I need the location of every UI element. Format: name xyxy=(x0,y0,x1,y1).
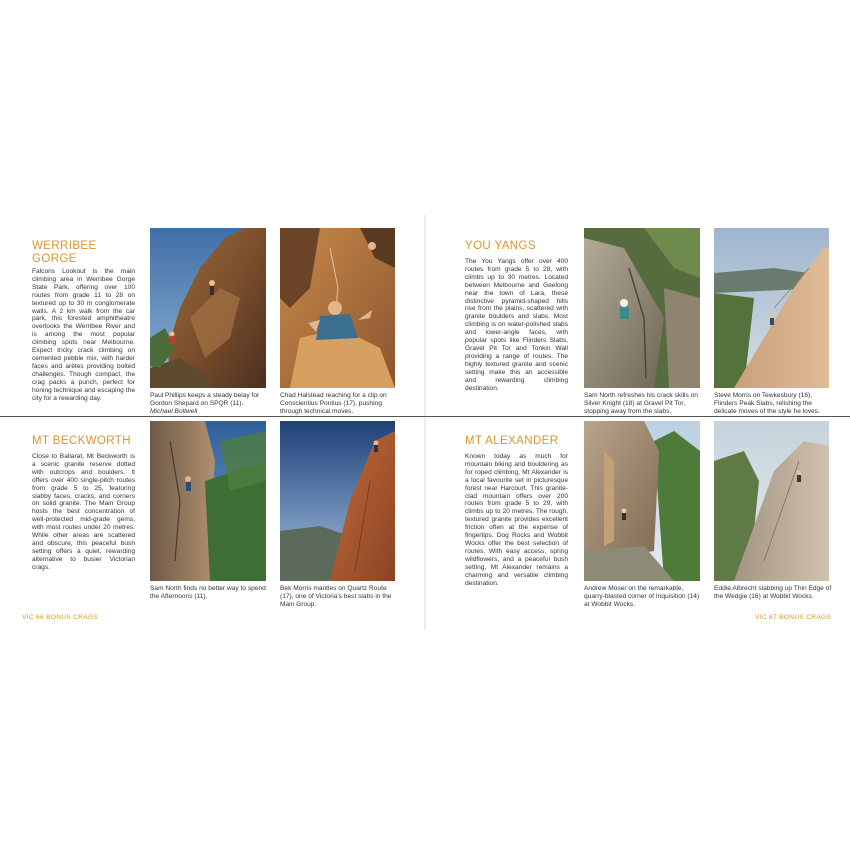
alexander-body: Known today as much for mountain biking and bouldering as for roped climbing, Mt Alexander is a local favourite set in picturesque forest near Harcourt. This granite-clad mountain offers over 200 routes from grade 5 to 29, with climbs up to 20 metres. The rough, textured granite provides excellent friction often at the expense of fingertips. Dog Rocks and Wobbit Wocks offer the best selection of routes. With easy access, spring wildflowers, and a peaceful bush setting, Mt Alexander remains a charming and versatile climbing destination. xyxy=(465,453,568,587)
beckworth-photo1-caption: Sam North finds no better way to spend the Afternoons (11). xyxy=(150,585,266,600)
youyangs-photo1-caption: Sam North refreshes his crack skills on Silver Knight (18) at Gravel Pit Tor, stopping away from the slabs. xyxy=(584,392,698,415)
book-gutter xyxy=(424,215,426,630)
werribee-photo-clip xyxy=(280,228,395,388)
werribee-heading-line1: WERRIBEE xyxy=(32,240,97,252)
werribee-heading xyxy=(32,240,142,266)
werribee-photo1-caption xyxy=(150,392,268,416)
beckworth-photo2-caption: Bek Morris mantles on Quartz Route (17), one of Victoria's best slabs in the Main Group. xyxy=(280,585,392,608)
right-folio-page: 67 xyxy=(769,614,777,621)
left-folio xyxy=(22,614,98,621)
section-divider xyxy=(0,416,850,417)
alexander-photo1-caption: Andrew Moser on the remarkable, quarry-blasted corner of Inquisition (14) at Wobbit Wocks. xyxy=(584,585,700,608)
werribee-photo1-credit: Michael Boltwell xyxy=(150,407,198,415)
youyangs-body: The You Yangs offer over 400 routes from grade 5 to 28, with climbs up to 30 metres. Located between Melbourne and Geelong near the town of Lara, these distinctive pyramid-shaped hills rise from the plains, scattered with granite boulders and slabs. Most climbing is on water-polished slabs and lower-angle faces, with popular spots like Flinders Slabs, Gravel Pit Tor and Tonkin Wall providing a range of routes. The highly textured granite and scenic setting make this an accessible and rewarding climbing destination. xyxy=(465,258,568,392)
youyangs-photo2-caption: Steve Morris on Tewkesbury (16), Flinders Peak Slabs, relishing the delicate moves of the style he loves. xyxy=(714,392,820,415)
youyangs-photo-silverknight xyxy=(584,228,700,388)
youyangs-heading: YOU YANGS xyxy=(465,240,536,252)
werribee-photo2-caption: Chad Halstead reaching for a clip on Conscientius Pontius (17), pushing through technical moves. xyxy=(280,392,387,415)
right-folio xyxy=(755,614,831,621)
alexander-photo2-caption: Eddie Albrecht slabbing up Thin Edge of the Wedgie (16) at Wobbit Wocks. xyxy=(714,585,832,600)
werribee-heading-line2: GORGE xyxy=(32,253,77,265)
werribee-photo1-caption-text: Paul Phillips keeps a steady belay for Gordon Shepard on SPQR (11). xyxy=(150,392,260,407)
left-folio-page: 66 xyxy=(36,614,44,621)
left-folio-prefix: VIC xyxy=(22,614,34,621)
left-folio-section: BONUS CRAGS xyxy=(46,614,99,621)
alexander-photo-inquisition xyxy=(584,421,700,581)
alexander-photo-wedgie xyxy=(714,421,829,581)
right-folio-section: BONUS CRAGS xyxy=(779,614,832,621)
beckworth-body: Close to Ballarat, Mt Beckworth is a scenic granite reserve dotted with outcrops and boulders. It offers over 400 single-pitch routes from grade 5 to 25, featuring slabby faces, cracks, and corners on solid granite. The Main Group hosts the best concentration of well-protected mid-grade gems, with most routes under 20 metres. While other areas are scattered and obscure, this peaceful bush setting offers a quiet, rewarding alternative to busier Victorian crags. xyxy=(32,453,135,571)
werribee-body: Falcons Lookout is the main climbing area in Werribee Gorge State Park, offering over 100 routes from grade 11 to 28 on textured up to 30 m conglomerate walls. A 2 km walk from the car park, this forested amphitheatre overlooks the Werribee River and is among the most popular climbing spots near Melbourne. Expect tricky crack climbing on cemented pebble mix, with harder faces and arêtes providing bolted challenges. Though compact, the crag packs a punch, perfect for honing technique and escaping the city for a rewarding day. xyxy=(32,268,135,402)
beckworth-heading: MT BECKWORTH xyxy=(32,435,131,447)
alexander-heading: MT ALEXANDER xyxy=(465,435,559,447)
beckworth-photo-afternoons xyxy=(150,421,266,581)
werribee-photo-belay xyxy=(150,228,266,388)
beckworth-photo-quartz xyxy=(280,421,395,581)
right-folio-prefix: VIC xyxy=(755,614,767,621)
youyangs-photo-tewkesbury xyxy=(714,228,829,388)
